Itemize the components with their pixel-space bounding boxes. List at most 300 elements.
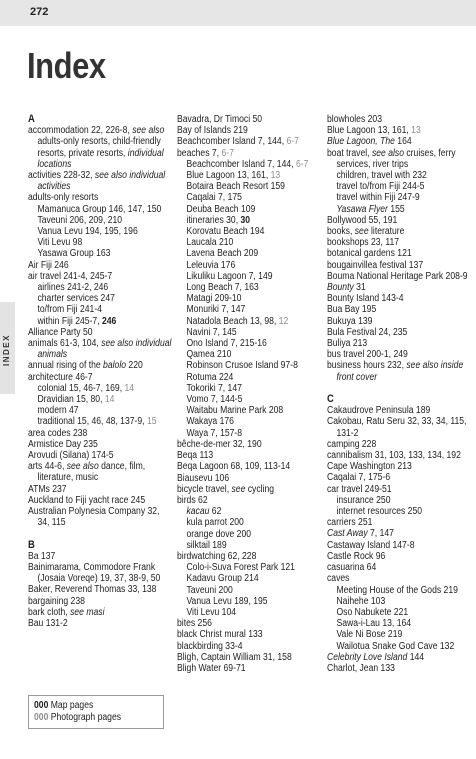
index-entry [28, 495, 174, 506]
entry-text: Oso Nabukete 221 [336, 606, 409, 618]
entry-text: literature, music [37, 472, 99, 484]
index-entry [28, 450, 174, 461]
entry-text: Rotuma 224 [186, 371, 234, 383]
entry-text: Meeting House of the Gods 219 [336, 584, 458, 596]
entry-text: Natadola Beach 13, 98, [186, 315, 279, 327]
entry-text: birds 62 [177, 494, 208, 506]
index-subentry [327, 596, 475, 607]
entry-text: Ba 137 [28, 550, 56, 562]
index-entry [327, 271, 475, 282]
entry-text: car travel 249-51 [327, 483, 392, 495]
entry-text: bark cloth, [28, 606, 71, 618]
index-subentry [177, 271, 325, 282]
index-subentry [327, 506, 475, 517]
entry-text: airlines 241-2, 246 [37, 282, 109, 294]
entry-text: business hours 232, [327, 360, 407, 372]
entry-text: Deuba Beach 109 [186, 203, 256, 215]
index-subentry [177, 506, 325, 517]
index-subentry [28, 293, 174, 304]
entry-text: see also [132, 125, 165, 137]
index-subentry [177, 585, 325, 596]
entry-text: Vomo 7, 144-5 [186, 394, 243, 406]
entry-text: adults-only resorts, child-friendly [37, 136, 161, 148]
index-entry [327, 136, 475, 147]
entry-text: area codes 238 [28, 427, 88, 439]
index-entry [28, 584, 174, 595]
index-subentry [28, 472, 174, 483]
index-entry [177, 663, 325, 674]
entry-text: see masi [70, 606, 105, 618]
index-entry [177, 495, 325, 506]
index-subentry [327, 495, 475, 506]
entry-text: architecture 46-7 [28, 371, 93, 383]
index-subentry [28, 316, 174, 327]
entry-text: modern 47 [37, 405, 79, 417]
entry-text: Alliance Party 50 [28, 326, 93, 338]
index-entry [177, 618, 325, 629]
entry-text: boat travel, [327, 147, 372, 159]
index-entry [177, 136, 325, 147]
entry-text: Castle Rock 96 [327, 550, 386, 562]
entry-text: Yasawa Flyer [336, 203, 388, 215]
index-entry [327, 304, 475, 315]
entry-text: Blue Lagoon, The [327, 136, 395, 148]
index-entry [327, 316, 475, 327]
index-subentry [28, 237, 174, 248]
entry-text: Buliya 213 [327, 338, 368, 350]
entry-text: 12 [278, 315, 289, 327]
index-entry [327, 327, 475, 338]
entry-text: Laucala 210 [186, 237, 234, 249]
index-subentry [28, 573, 174, 584]
entry-text: Viti Levu 98 [37, 237, 83, 249]
entry-text: Blue Lagoon 13, 161, [186, 170, 271, 182]
index-entry [327, 282, 475, 293]
entry-text: Blue Lagoon 13, 161, [327, 125, 412, 137]
index-subentry [177, 215, 325, 226]
index-subentry [327, 618, 475, 629]
index-entry [177, 125, 325, 136]
index-entry [177, 641, 325, 652]
index-subentry [177, 383, 325, 394]
page-number: 272 [30, 6, 49, 18]
index-entry [177, 652, 325, 663]
entry-text: see [231, 483, 246, 495]
index-entry [327, 540, 475, 551]
index-entry [327, 461, 475, 472]
entry-text: Bounty Island 143-4 [327, 293, 404, 305]
entry-text: Kadavu Group 214 [186, 573, 259, 585]
entry-text: camping 228 [327, 438, 377, 450]
entry-text: children, travel with 232 [336, 170, 427, 182]
index-subentry [177, 282, 325, 293]
section-gap [28, 529, 174, 540]
entry-text: bus travel 200-1, 249 [327, 349, 408, 361]
entry-text: cycling [245, 483, 275, 495]
section-gap [327, 383, 475, 394]
index-entry [327, 226, 475, 237]
index-column-1 [28, 114, 174, 629]
entry-text: Cape Washington 213 [327, 461, 412, 473]
index-entry [177, 629, 325, 640]
entry-text: Yasawa Group 163 [37, 248, 111, 260]
entry-text: Charlot, Jean 133 [327, 662, 395, 674]
entry-text: Long Beach 7, 163 [186, 282, 259, 294]
entry-text: Bavadra, Dr Timoci 50 [177, 114, 263, 125]
index-subentry [28, 248, 174, 259]
entry-text: insurance 250 [336, 494, 391, 506]
entry-text: activities 228-32, [28, 170, 95, 181]
index-subentry [177, 540, 325, 551]
section-letter-heading: C [327, 393, 334, 406]
entry-text: animals [37, 349, 68, 361]
index-subentry [177, 304, 325, 315]
index-subentry [177, 204, 325, 215]
entry-text: Wailotua Snake God Cave 132 [336, 640, 455, 652]
entry-text: caves [327, 573, 350, 585]
index-entry [177, 450, 325, 461]
index-entry [28, 439, 174, 450]
page-title: Index [27, 45, 106, 86]
index-entry [327, 114, 475, 125]
index-subentry [177, 360, 325, 371]
index-subentry [177, 192, 325, 203]
index-subentry [28, 282, 174, 293]
index-subentry [177, 416, 325, 427]
index-subentry [28, 517, 174, 528]
index-subentry [177, 607, 325, 618]
legend-photo-pages [34, 712, 145, 724]
entry-text: within Fiji 245-7, [37, 315, 102, 327]
index-subentry [177, 573, 325, 584]
entry-text: annual rising of the [28, 360, 104, 372]
entry-text: Lavena Beach 209 [186, 248, 259, 260]
entry-text: Taveuni 206, 209, 210 [37, 214, 123, 226]
entry-text: Bay of Islands 219 [177, 125, 248, 137]
index-subentry [327, 170, 475, 181]
entry-text: Leleuvia 176 [186, 259, 236, 271]
index-subentry [177, 260, 325, 271]
entry-text: Naihehe 103 [336, 595, 386, 607]
entry-text: charter services 247 [37, 293, 115, 305]
section-letter-heading: A [28, 113, 35, 125]
index-entry [327, 484, 475, 495]
index-entry [28, 428, 174, 439]
index-entry [327, 215, 475, 226]
index-subentry [177, 327, 325, 338]
entry-text: 144 [407, 651, 425, 663]
entry-text: Vanua Levu 194, 195, 196 [37, 226, 138, 238]
entry-text: 13 [270, 170, 281, 182]
index-entry [327, 293, 475, 304]
entry-text: 7, 147 [367, 528, 394, 540]
entry-text: cannibalism 31, 103, 133, 134, 192 [327, 450, 461, 462]
index-subentry [28, 159, 174, 170]
index-subentry [28, 304, 174, 315]
entry-text: Arovudi (Silana) 174-5 [28, 450, 114, 462]
entry-text: dance, film, [98, 461, 146, 473]
page-header-bar [0, 0, 476, 26]
legend-key: 000 [34, 700, 49, 711]
entry-text: 6-7 [286, 136, 299, 148]
index-entry [177, 439, 325, 450]
entry-text: kula parrot 200 [186, 517, 244, 529]
entry-text: birdwatching 62, 228 [177, 550, 257, 562]
index-entry [327, 472, 475, 483]
entry-text: (Josaia Voreqe) 19, 37, 38-9, 50 [37, 573, 161, 585]
index-entry [28, 607, 174, 618]
entry-text: Baker, Reverend Thomas 33, 138 [28, 584, 157, 596]
index-subentry [28, 405, 174, 416]
entry-text: adults-only resorts [28, 192, 99, 204]
entry-text: see also individual [101, 338, 172, 350]
entry-text: cruises, ferry [403, 147, 456, 159]
entry-text: Taveuni 200 [186, 584, 233, 596]
entry-text: Celebrity Love Island [327, 651, 408, 663]
index-subentry [177, 316, 325, 327]
entry-text: Bainimarama, Commodore Frank [28, 562, 156, 574]
entry-text: Auckland to Fiji yacht race 245 [28, 494, 146, 506]
entry-text: Colo-i-Suva Forest Park 121 [186, 562, 295, 574]
entry-text: 155 [387, 203, 405, 215]
entry-text: animals 61-3, 104, [28, 338, 102, 350]
index-entry [28, 260, 174, 271]
entry-text: see also [66, 461, 99, 473]
entry-text: balolo [103, 360, 127, 372]
entry-text: Matagi 209-10 [186, 293, 242, 305]
index-entry [327, 125, 475, 136]
index-subentry [177, 159, 325, 170]
index-entry [327, 663, 475, 674]
index-entry [177, 551, 325, 562]
entry-text: Cakobau, Ratu Seru 32, 33, 34, 115, [327, 416, 467, 428]
index-subentry [177, 181, 325, 192]
index-entry [177, 461, 325, 472]
entry-text: Botaira Beach Resort 159 [186, 181, 285, 193]
entry-text: Biausevu 106 [177, 472, 230, 484]
index-subentry [327, 372, 475, 383]
index-entry [28, 327, 174, 338]
index-subentry [327, 204, 475, 215]
index-subentry [327, 585, 475, 596]
index-entry [327, 338, 475, 349]
entry-text: individual [127, 147, 164, 159]
index-subentry [177, 394, 325, 405]
entry-text: Bounty [327, 282, 354, 294]
index-subentry [177, 248, 325, 259]
index-entry [28, 170, 174, 181]
entry-text: 34, 115 [37, 517, 66, 529]
legend-label: Map pages [50, 700, 94, 711]
index-entry [28, 551, 174, 562]
index-entry [327, 439, 475, 450]
entry-text: books, [327, 226, 355, 238]
index-column-3 [327, 114, 475, 674]
index-subentry [177, 237, 325, 248]
entry-text: 6-7 [295, 158, 309, 170]
entry-text: see [354, 226, 369, 238]
index-subentry [327, 181, 475, 192]
entry-text: locations [37, 158, 72, 170]
index-entry [327, 562, 475, 573]
index-entry [327, 360, 475, 371]
index-entry [327, 652, 475, 663]
entry-text: Bollywood 55, 191 [327, 214, 398, 226]
legend-map-pages [34, 700, 145, 712]
entry-text: 30 [240, 214, 251, 226]
entry-text: bicycle travel, [177, 483, 232, 495]
entry-text: front cover [336, 371, 378, 383]
index-subentry [327, 607, 475, 618]
entry-text: bougainvillea festival 137 [327, 259, 424, 271]
index-entry [177, 484, 325, 495]
index-entry [28, 618, 174, 629]
index-entry [177, 114, 325, 125]
index-subentry [177, 226, 325, 237]
index-subentry [327, 641, 475, 652]
entry-text: Navini 7, 145 [186, 326, 237, 338]
index-entry [327, 237, 475, 248]
entry-text: 164 [394, 136, 412, 148]
entry-text: Tokoriki 7, 147 [186, 382, 242, 394]
index-subentry [28, 148, 174, 159]
entry-text: Castaway Island 147-8 [327, 539, 415, 551]
index-entry [177, 148, 325, 159]
index-subentry [28, 349, 174, 360]
entry-text: accommodation 22, 226-8, [28, 125, 133, 137]
entry-text: Australian Polynesia Company 32, [28, 506, 160, 518]
index-subentry [28, 416, 174, 427]
entry-text: Likuliku Lagoon 7, 149 [186, 270, 273, 282]
entry-text: to/from Fiji 241-4 [37, 304, 102, 316]
page-legend-box [28, 695, 164, 729]
entry-text: Bligh Water 69-71 [177, 662, 246, 674]
entry-text: 246 [101, 315, 117, 327]
entry-text: Beqa 113 [177, 450, 214, 462]
entry-text: 62 [209, 506, 222, 518]
entry-text: literature [368, 226, 405, 238]
entry-text: travel within Fiji 247-9 [336, 192, 420, 204]
entry-text: bites 256 [177, 618, 212, 630]
entry-text: arts 44-6, [28, 461, 67, 473]
index-subentry [28, 383, 174, 394]
entry-text: beaches 7, [177, 147, 222, 159]
entry-text: Robinson Crusoe Island 97-8 [186, 360, 298, 372]
index-subentry [327, 159, 475, 170]
index-entry [28, 271, 174, 282]
entry-text: air travel 241-4, 245-7 [28, 270, 113, 282]
entry-text: black Christ mural 133 [177, 629, 263, 641]
entry-text: Ono Island 7, 215-16 [186, 338, 267, 350]
entry-text: itineraries 30, [186, 214, 241, 226]
entry-text: Beachcomber Island 7, 144, [186, 158, 296, 170]
entry-text: Dravidian 15, 80, [37, 394, 105, 406]
index-subentry [28, 394, 174, 405]
index-subentry [28, 181, 174, 192]
index-entry [327, 260, 475, 271]
index-entry [28, 506, 174, 517]
entry-text: 14 [104, 394, 115, 406]
index-subentry [177, 405, 325, 416]
index-subentry [177, 596, 325, 607]
index-subentry [28, 215, 174, 226]
entry-text: bargaining 238 [28, 595, 85, 607]
entry-text: Korovatu Beach 194 [186, 226, 265, 238]
index-subentry [177, 562, 325, 573]
index-entry [327, 148, 475, 159]
entry-text: Caqalai 7, 175-6 [327, 472, 391, 484]
index-subentry [327, 629, 475, 640]
entry-text: colonial 15, 46-7, 169, [37, 382, 125, 394]
entry-text: Wakaya 176 [186, 416, 234, 428]
index-subentry [177, 349, 325, 360]
entry-text: travel to/from Fiji 244-5 [336, 181, 425, 193]
entry-text: Bouma National Heritage Park 208-9 [327, 270, 468, 282]
entry-text: blackbirding 33-4 [177, 640, 243, 652]
entry-text: traditional 15, 46, 48, 137-9, [37, 416, 147, 428]
entry-text: 31 [353, 282, 366, 294]
index-entry [28, 562, 174, 573]
legend-label: Photograph pages [50, 712, 122, 723]
index-entry [327, 248, 475, 259]
index-entry [28, 338, 174, 349]
entry-text: carriers 251 [327, 517, 373, 529]
entry-text: services, river trips [336, 158, 409, 170]
entry-text: blowholes 203 [327, 114, 382, 125]
entry-text: silktail 189 [186, 539, 227, 551]
index-subentry [28, 136, 174, 147]
entry-text: orange dove 200 [186, 528, 252, 540]
entry-text: resorts, private resorts, [37, 147, 128, 159]
entry-text: Bua Bay 195 [327, 304, 377, 316]
entry-text: Vanua Levu 189, 195 [186, 595, 268, 607]
index-entry [327, 416, 475, 427]
index-entry [28, 461, 174, 472]
entry-text: Air Fiji 246 [28, 259, 69, 271]
entry-text: kacau [186, 506, 210, 518]
entry-text: Mamanuca Group 146, 147, 150 [37, 203, 162, 215]
index-entry [327, 528, 475, 539]
entry-text: Beqa Lagoon 68, 109, 113-14 [177, 461, 291, 473]
entry-text: see also [371, 147, 404, 159]
index-entry [327, 517, 475, 528]
index-entry [327, 551, 475, 562]
entry-text: Waya 7, 157-8 [186, 427, 243, 439]
entry-text: 13 [411, 125, 421, 137]
entry-text: bêche-de-mer 32, 190 [177, 438, 262, 450]
index-subentry [327, 192, 475, 203]
entry-text: activities [37, 181, 71, 193]
index-entry [28, 484, 174, 495]
index-entry [28, 596, 174, 607]
index-subentry [28, 226, 174, 237]
index-subentry [177, 293, 325, 304]
index-subentry [177, 338, 325, 349]
entry-text: 6-7 [221, 147, 234, 159]
index-subentry [177, 428, 325, 439]
index-column-2 [177, 114, 325, 674]
index-entry [327, 349, 475, 360]
index-entry [28, 125, 174, 136]
entry-text: Bula Festival 24, 235 [327, 326, 408, 338]
entry-text: 131-2 [336, 427, 359, 439]
index-entry [327, 450, 475, 461]
entry-text: Bukuya 139 [327, 315, 373, 327]
index-entry [327, 573, 475, 584]
entry-text: Waitabu Marine Park 208 [186, 405, 284, 417]
index-subentry [177, 170, 325, 181]
entry-text: Cakaudrove Peninsula 189 [327, 405, 431, 417]
